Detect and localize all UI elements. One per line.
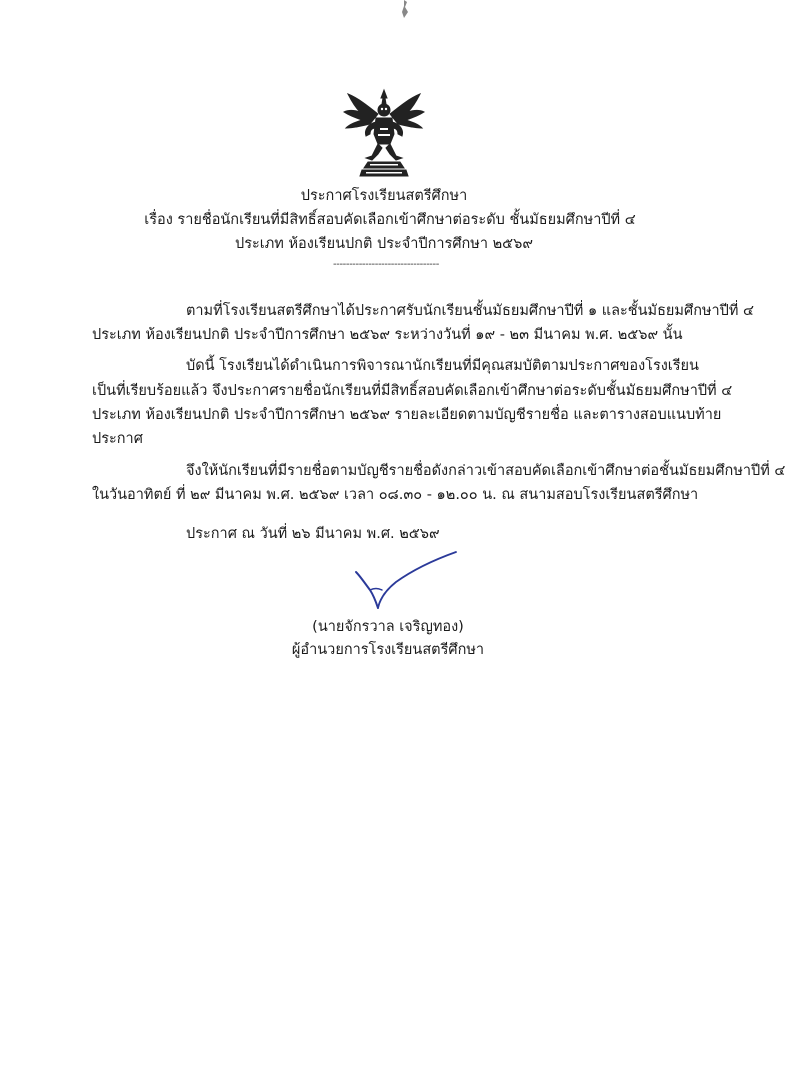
paragraph-2-line-2: เป็นที่เรียบร้อยแล้ว จึงประกาศรายชื่อนักเรียนที่มีสิทธิ์สอบคัดเลือกเข้าศึกษาต่อระดับชั้นมัธยมศึกษาปีที่ ๔ <box>92 383 733 399</box>
paragraph-2-line-1: บัดนี้ โรงเรียนได้ดำเนินการพิจารณานักเรียนที่มีคุณสมบัติตามประกาศของโรงเรียน <box>186 358 699 374</box>
paragraph-3-line-2: ในวันอาทิตย์ ที่ ๒๙ มีนาคม พ.ศ. ๒๕๖๙ เวลา ๐๘.๓๐ - ๑๒.๐๐ น. ณ สนามสอบโรงเรียนสตรีศึกษา <box>92 487 699 503</box>
signatory-name: (นายจักรวาล เจริญทอง) <box>312 619 464 635</box>
paragraph-1-line-2: ประเภท ห้องเรียนปกติ ประจำปีการศึกษา ๒๕๖๙ ระหว่างวันที่ ๑๙ - ๒๓ มีนาคม พ.ศ. ๒๕๖๙ นั้น <box>92 327 683 343</box>
document-subject: เรื่อง รายชื่อนักเรียนที่มีสิทธิ์สอบคัดเลือกเข้าศึกษาต่อระดับ ชั้นมัธยมศึกษาปีที่ ๔ <box>144 212 636 228</box>
document-type-line: ประเภท ห้องเรียนปกติ ประจำปีการศึกษา ๒๕๖๙ <box>235 236 533 252</box>
handwritten-signature <box>352 550 462 612</box>
paragraph-1-line-1: ตามที่โรงเรียนสตรีศึกษาได้ประกาศรับนักเรียนชั้นมัธยมศึกษาปีที่ ๑ และชั้นมัธยมศึกษาปีที่ ๔ <box>186 303 755 319</box>
scan-mark <box>398 0 414 22</box>
paragraph-3-line-1: จึงให้นักเรียนที่มีรายชื่อตามบัญชีรายชื่อดังกล่าวเข้าสอบคัดเลือกเข้าศึกษาต่อชั้นมัธยมศึกษาปีที่ ๔ <box>186 463 785 479</box>
garuda-emblem-icon <box>338 88 430 180</box>
signatory-position: ผู้อำนวยการโรงเรียนสตรีศึกษา <box>291 642 485 658</box>
paragraph-2-line-3: ประเภท ห้องเรียนปกติ ประจำปีการศึกษา ๒๕๖๙ รายละเอียดตามบัญชีรายชื่อ และตารางสอบแนบท้าย <box>92 407 722 423</box>
document-title: ประกาศโรงเรียนสตรีศึกษา <box>300 188 468 204</box>
announcement-date: ประกาศ ณ วันที่ ๒๖ มีนาคม พ.ศ. ๒๕๖๙ <box>186 526 440 542</box>
header-divider: --------------------------------- <box>333 259 439 270</box>
paragraph-2-line-4: ประกาศ <box>92 431 143 447</box>
